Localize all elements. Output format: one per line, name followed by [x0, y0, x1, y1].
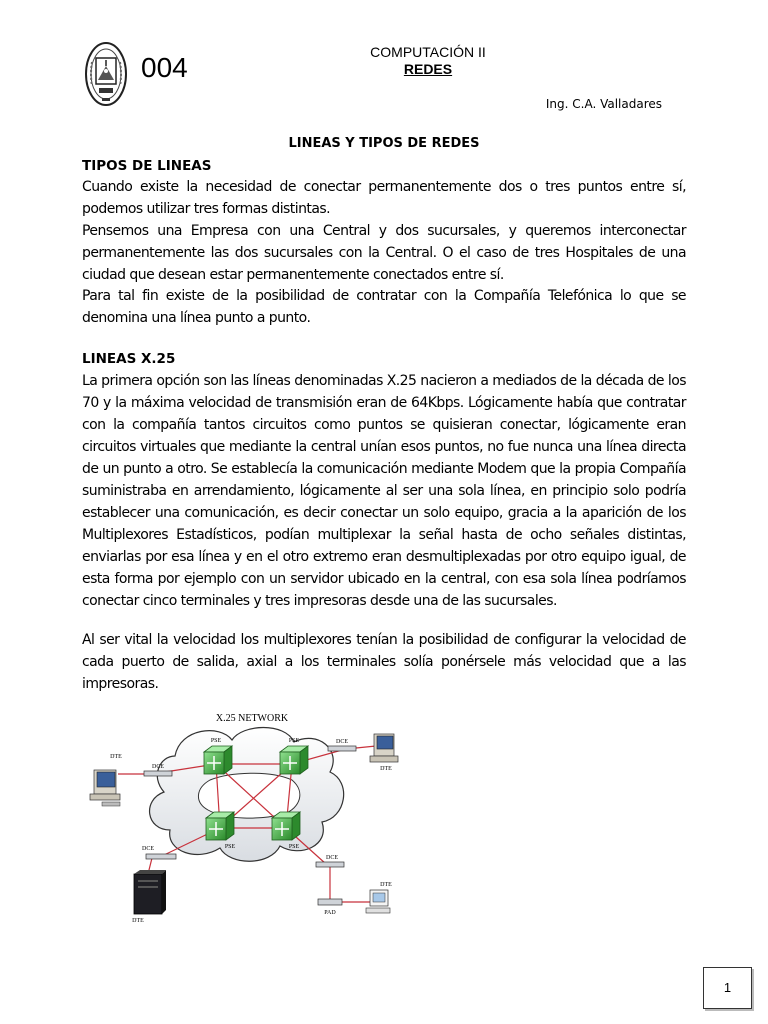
pse-switch-top-left [204, 746, 232, 774]
dte-label: DTE [380, 882, 392, 888]
dte-label: DTE [132, 918, 144, 924]
paragraph: Para tal fin existe de la posibilidad de contratar con la Compañía Telefónica lo que se denomina una línea punto a punto. [82, 288, 686, 326]
dte-computer-right [370, 734, 398, 762]
dte-label: DTE [380, 766, 392, 772]
pse-switch-bottom-right [272, 812, 300, 840]
page-title: LINEAS Y TIPOS DE REDES [288, 136, 480, 151]
pse-switch-top-right [280, 746, 308, 774]
dce-modem-bottom-right [316, 862, 344, 867]
section-title-tipos-de-lineas: TIPOS DE LINEAS [82, 158, 212, 174]
dce-modem-right [328, 746, 356, 751]
dte-computer-left [90, 770, 120, 806]
pse-label: PSE [288, 738, 300, 744]
course-title: COMPUTACIÓN II [370, 44, 486, 60]
page-number: 1 [723, 980, 732, 995]
pse-switch-bottom-left [206, 812, 234, 840]
pad-device [318, 899, 342, 905]
x25-network-diagram [80, 706, 420, 926]
cloud-hole [198, 773, 299, 818]
paragraph: Cuando existe la necesidad de conectar permanentemente dos o tres puntos entre sí, podemos utilizar tres formas distintas. [82, 179, 686, 217]
pse-label: PSE [224, 844, 236, 850]
dte-label: DTE [110, 754, 122, 760]
university-seal-logo [84, 40, 128, 108]
page-number-box [703, 967, 752, 1009]
subject-title: REDES [403, 61, 453, 77]
pse-label: PSE [288, 844, 300, 850]
document-number: 004 [141, 52, 188, 83]
dce-modem-left [144, 771, 172, 776]
link-dte-right [356, 746, 376, 748]
paragraph: Pensemos una Empresa con una Central y dos sucursales, y queremos interconectar permanentemente las dos sucursales con la Central. O el caso de tres Hospitales de una ciudad que desean estar permanentemente conectados entre sí. [82, 223, 686, 283]
dce-label: DCE [142, 846, 154, 852]
dce-label: DCE [336, 739, 348, 745]
diagram-title: X.25 NETWORK [215, 713, 289, 724]
pse-label: PSE [210, 738, 222, 744]
dce-modem-bottom-left [146, 854, 176, 859]
section-title-lineas-x25: LINEAS X.25 [82, 351, 176, 367]
author-name: Ing. C.A. Valladares [545, 97, 662, 111]
dce-label: DCE [326, 855, 338, 861]
paragraph: La primera opción son las líneas denominadas X.25 nacieron a mediados de la década de los 70 y la máxima velocidad de transmisión eran de 64Kbps. Lógicamente había que contratar con la compañía tantos circuitos como puntos se quisieran conectar, lógicamente eran circuitos virtuales que mediante la central unían esos puntos, no fue nunca una línea directa de un punto a otro. Se establecía la comunicación mediante Modem que la propia Compañía suministraba en arrendamiento, lógicamente al ser una sola línea, en principio solo podría establecer una comunicación, es decir conectar un solo equipo, gracia a la aparición de los Multiplexores Estadísticos, podían multiplexar la señal hasta de ocho señales distintas, enviarlas por esa línea y en el otro extremo eran desmultiplexadas por otro equipo igual, de esta forma por ejemplo con un servidor ubicado en la central, con esa sola línea podríamos conectar cinco terminales y tres impresoras desde una de las sucursales. [82, 373, 686, 609]
dte-server [134, 870, 166, 914]
pad-label: PAD [324, 910, 336, 916]
paragraph: Al ser vital la velocidad los multiplexores tenían la posibilidad de configurar la velocidad de cada puerto de salida, axial a los terminales solía ponérsele más velocidad que a las impresoras. [82, 632, 686, 692]
dce-label: DCE [152, 764, 164, 770]
